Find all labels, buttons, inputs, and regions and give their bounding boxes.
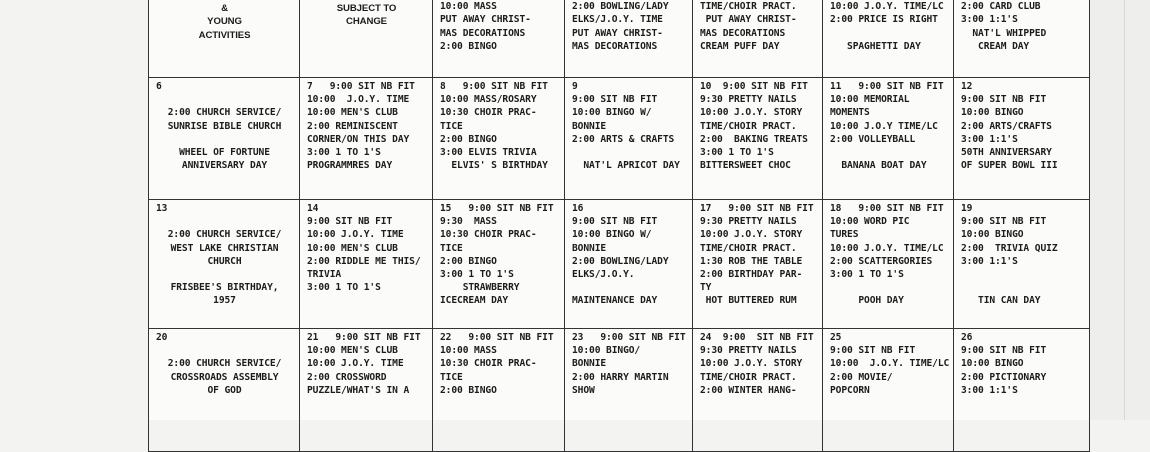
day-cell: 22 9:00 SIT NB FIT 10:00 MASS 10:30 CHOIR PRAC- TICE 2:00 BINGO xyxy=(433,329,565,452)
day-cell: 12 9:00 SIT NB FIT 10:00 BINGO 2:00 ARTS/CRAFTS 3:00 1:1'S 50TH ANNIVERSARY OF SUPER BOWL III xyxy=(954,78,1090,200)
day-cell: 10 9:00 SIT NB FIT 9:30 PRETTY NAILS 10:00 J.O.Y. STORY TIME/CHOIR PRACT. 2:00 BAKING TREATS 3:00 1 TO 1'S BITTERSWEET CHOC xyxy=(693,78,823,200)
day-cell: 8 9:00 SIT NB FIT 10:00 MASS/ROSARY 10:30 CHOIR PRAC- TICE 2:00 BINGO 3:00 ELVIS TRIVIA ELVIS' S BIRTHDAY xyxy=(433,78,565,200)
day-cell: 25 9:00 SIT NB FIT 10:00 J.O.Y. TIME/LC 2:00 MOVIE/ POPCORN xyxy=(823,329,954,452)
day-cell: TIME/CHOIR PRACT. PUT AWAY CHRIST- MAS DECORATIONS CREAM PUFF DAY xyxy=(693,0,823,78)
calendar-row-top xyxy=(149,0,1090,78)
day-cell: 21 9:00 SIT NB FIT 10:00 MEN'S CLUB 10:00 J.O.Y. TIME 2:00 CROSSWORD PUZZLE/WHAT'S IN A xyxy=(300,329,433,452)
day-cell: 16 9:00 SIT NB FIT 10:00 BINGO W/ BONNIE 2:00 BOWLING/LADY ELKS/J.O.Y. MAINTENANCE DAY xyxy=(565,200,693,329)
day-cell: 19 9:00 SIT NB FIT 10:00 BINGO 2:00 TRIVIA QUIZ 3:00 1:1'S TIN CAN DAY xyxy=(954,200,1090,329)
day-cell: 18 9:00 SIT NB FIT 10:00 WORD PIC TURES 10:00 J.O.Y. TIME/LC 2:00 SCATTERGORIES 3:00 1 TO 1'S POOH DAY xyxy=(823,200,954,329)
header-cell-club: & YOUNG ACTIVITIES xyxy=(149,0,300,78)
day-cell: 17 9:00 SIT NB FIT 9:30 PRETTY NAILS 10:00 J.O.Y. STORY TIME/CHOIR PRACT. 1:30 ROB THE TABLE 2:00 BIRTHDAY PAR- TY HOT BUTTERED RUM xyxy=(693,200,823,329)
day-cell: 15 9:00 SIT NB FIT 9:30 MASS 10:30 CHOIR PRAC- TICE 2:00 BINGO 3:00 1 TO 1'S STRAWBERRY ICECREAM DAY xyxy=(433,200,565,329)
header-cell-notice: SUBJECT TO CHANGE xyxy=(300,0,433,78)
day-cell: 10:00 MASS PUT AWAY CHRIST- MAS DECORATIONS 2:00 BINGO xyxy=(433,0,565,78)
day-cell: 2:00 BOWLING/LADY ELKS/J.O.Y. TIME PUT AWAY CHRIST- MAS DECORATIONS xyxy=(565,0,693,78)
sunday-cell: 13 2:00 CHURCH SERVICE/ WEST LAKE CHRISTIAN CHURCH FRISBEE'S BIRTHDAY, 1957 xyxy=(149,200,300,329)
day-cell: 7 9:00 SIT NB FIT 10:00 J.O.Y. TIME 10:00 MEN'S CLUB 2:00 REMINISCENT CORNER/ON THIS DAY 3:00 1 TO 1'S PROGRAMMRES DAY xyxy=(300,78,433,200)
sunday-cell: 6 2:00 CHURCH SERVICE/ SUNRISE BIBLE CHURCH WHEEL OF FORTUNE ANNIVERSARY DAY xyxy=(149,78,300,200)
page-fold xyxy=(1124,0,1125,420)
day-number: 6 xyxy=(156,81,162,92)
day-number: 20 xyxy=(156,332,168,343)
day-cell: 26 9:00 SIT NB FIT 10:00 BINGO 2:00 PICTIONARY 3:00 1:1'S xyxy=(954,329,1090,452)
page-margin xyxy=(1090,0,1150,420)
calendar-week-row xyxy=(149,78,1090,200)
activity-calendar xyxy=(148,0,1090,452)
calendar-week-row xyxy=(149,200,1090,329)
day-cell: 10:00 J.O.Y. TIME/LC 2:00 PRICE IS RIGHT SPAGHETTI DAY xyxy=(823,0,954,78)
day-cell: 11 9:00 SIT NB FIT 10:00 MEMORIAL MOMENTS 10:00 J.O.Y TIME/LC 2:00 VOLLEYBALL BANANA BOAT DAY xyxy=(823,78,954,200)
calendar-week-row xyxy=(149,329,1090,452)
day-cell: 14 9:00 SIT NB FIT 10:00 J.O.Y. TIME 10:00 MEN'S CLUB 2:00 RIDDLE ME THIS/ TRIVIA 3:00 1 TO 1'S xyxy=(300,200,433,329)
day-cell: 9 9:00 SIT NB FIT 10:00 BINGO W/ BONNIE 2:00 ARTS & CRAFTS NAT'L APRICOT DAY xyxy=(565,78,693,200)
day-cell: 2:00 CARD CLUB 3:00 1:1'S NAT'L WHIPPED CREAM DAY xyxy=(954,0,1090,78)
day-number: 13 xyxy=(156,203,168,214)
day-cell: 24 9:00 SIT NB FIT 9:30 PRETTY NAILS 10:00 J.O.Y. STORY TIME/CHOIR PRACT. 2:00 WINTER HANG- xyxy=(693,329,823,452)
day-cell: 23 9:00 SIT NB FIT 10:00 BINGO/ BONNIE 2:00 HARRY MARTIN SHOW xyxy=(565,329,693,452)
sunday-cell: 20 2:00 CHURCH SERVICE/ CROSSROADS ASSEMBLY OF GOD xyxy=(149,329,300,452)
